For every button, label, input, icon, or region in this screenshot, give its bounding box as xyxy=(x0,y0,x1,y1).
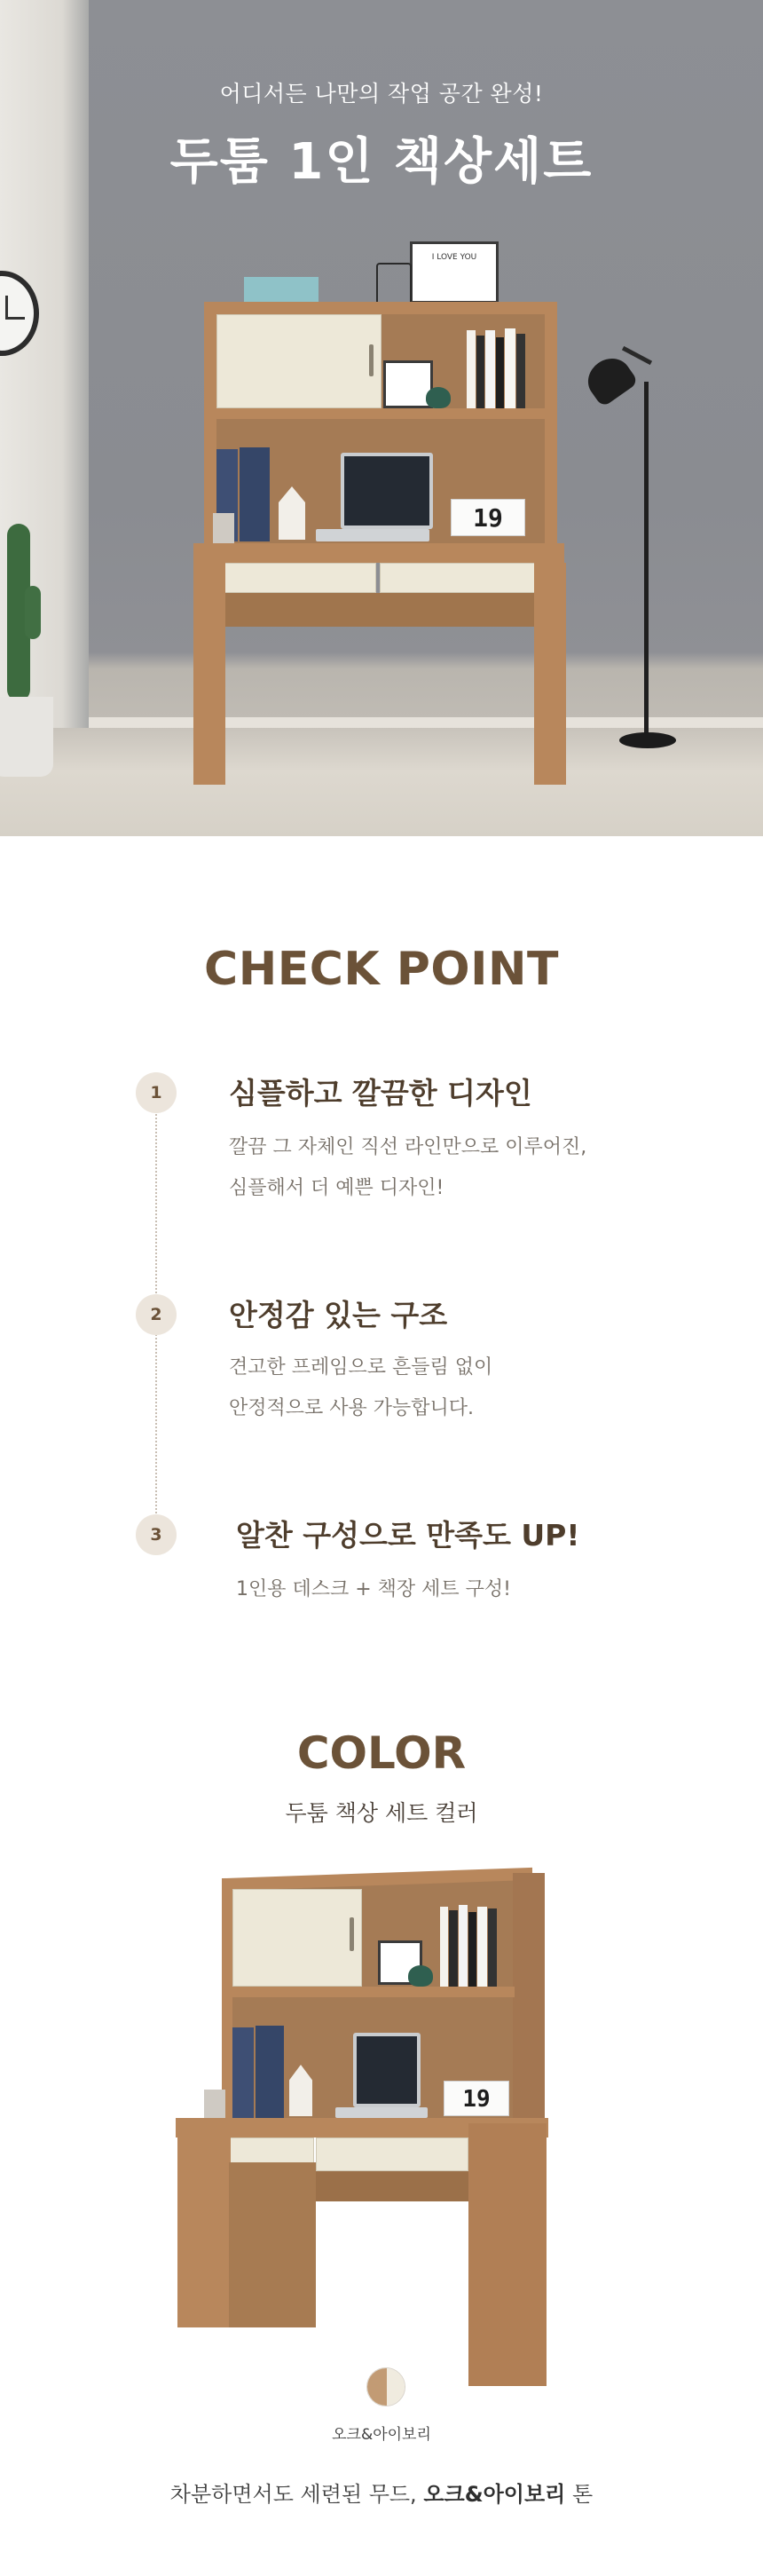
check-point-desc-line: 안정적으로 사용 가능합니다. xyxy=(229,1397,475,1419)
color-section-title: COLOR xyxy=(296,1727,467,1779)
hero-title: 두툼 1인 책상세트 xyxy=(169,133,594,191)
check-point-heading: 심플하고 깔끔한 디자인 xyxy=(229,1076,532,1110)
check-point-title: CHECK POINT xyxy=(204,943,559,996)
check-point-desc-line: 깔끔 그 자체인 직선 라인만으로 이루어진, xyxy=(229,1136,587,1158)
caption-bold: 오크&아이보리 xyxy=(423,2482,566,2507)
check-point-desc-line: 견고한 프레임으로 흔들림 없이 xyxy=(229,1356,493,1379)
step-number-badge: 1 xyxy=(136,1072,177,1113)
swatch-label: 오크&아이보리 xyxy=(332,2426,431,2444)
hero-subtitle: 어디서든 나만의 작업 공간 완성! xyxy=(219,81,544,107)
frame-text: I LOVE YOU xyxy=(431,253,477,262)
color-caption xyxy=(0,2477,763,2508)
check-point-desc-line: 1인용 데스크 + 책장 세트 구성! xyxy=(236,1578,511,1600)
check-point-heading: 알찬 구성으로 만족도 UP! xyxy=(236,1518,580,1553)
calendar-number: 19 xyxy=(473,503,503,533)
caption-prefix: 차분하면서도 세련된 무드, xyxy=(169,2482,424,2507)
color-section-subtitle: 두툼 책상 세트 컬러 xyxy=(285,1800,478,1826)
oak-ivory-swatch-icon[interactable] xyxy=(366,2367,405,2406)
check-point-desc-line: 심플해서 더 예쁜 디자인! xyxy=(229,1177,444,1199)
calendar-number: 19 xyxy=(462,2086,491,2113)
step-number-badge: 3 xyxy=(136,1514,177,1555)
step-number-badge: 2 xyxy=(136,1294,177,1335)
caption-suffix: 톤 xyxy=(565,2482,594,2507)
check-point-heading: 안정감 있는 구조 xyxy=(229,1298,448,1332)
